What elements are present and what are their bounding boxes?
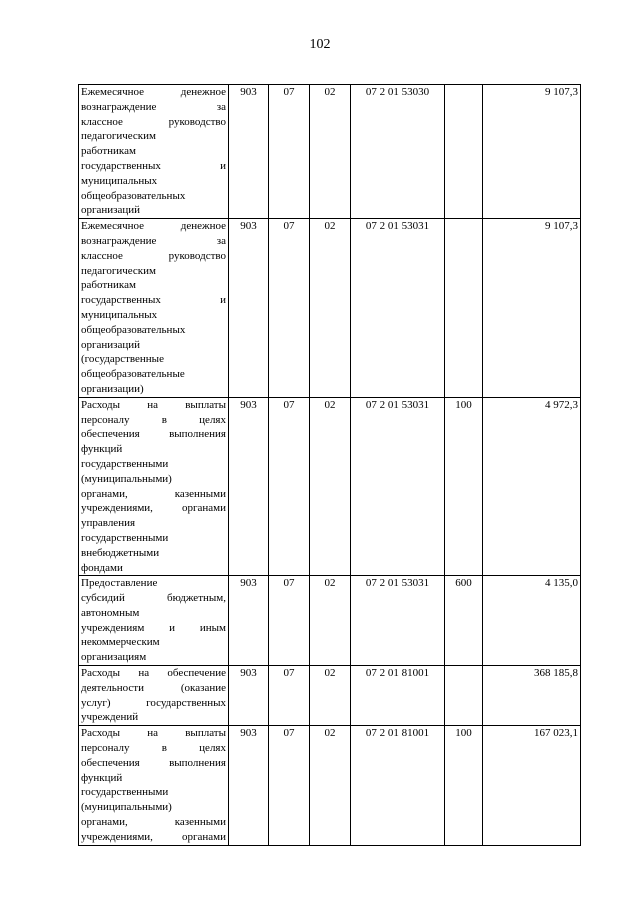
expense-name-line: Расходы на выплаты xyxy=(81,398,226,411)
expense-name-line: (муниципальными) xyxy=(81,472,172,485)
expense-name-line: муниципальных xyxy=(81,174,158,187)
expense-name-cell xyxy=(79,219,229,398)
admin-code-cell: 903 xyxy=(229,85,269,219)
table-row xyxy=(79,666,581,726)
expense-name-line: услуг) государственных xyxy=(81,696,226,709)
expense-name-line: функций xyxy=(81,771,123,784)
expense-name-line: Расходы на выплаты xyxy=(81,727,226,740)
subsection-code-cell: 02 xyxy=(310,219,351,398)
expense-type-cell xyxy=(445,666,483,726)
expense-name-line: функций xyxy=(81,443,123,456)
expense-name-line: муниципальных xyxy=(81,308,158,321)
amount-cell: 9 107,3 xyxy=(483,85,581,219)
admin-code-cell: 903 xyxy=(229,726,269,845)
expense-name-line: организации) xyxy=(81,382,144,395)
expense-name-line: государственных и xyxy=(81,294,226,307)
expense-name-line: работникам xyxy=(81,145,136,158)
expense-name-line: организаций xyxy=(81,204,141,217)
expense-name-line: Предоставление xyxy=(81,577,158,590)
subsection-code-cell: 02 xyxy=(310,666,351,726)
table-row xyxy=(79,85,581,219)
table-row xyxy=(79,576,581,666)
expense-type-cell: 100 xyxy=(445,726,483,845)
page-number: 102 xyxy=(309,37,331,52)
expense-name-line: общеобразовательные xyxy=(81,368,185,381)
expense-name-line: организациям xyxy=(81,651,147,664)
target-article-cell: 07 2 01 53030 xyxy=(351,85,445,219)
subsection-code-cell: 02 xyxy=(310,397,351,576)
expense-name-line: государственными xyxy=(81,531,169,544)
section-code-cell: 07 xyxy=(269,666,310,726)
expense-name-line: Ежемесячное денежное xyxy=(81,86,226,98)
expense-name-line: учреждениями, органами xyxy=(81,502,226,515)
expense-name-line: педагогическим xyxy=(81,130,157,143)
expense-name-line: педагогическим xyxy=(81,264,157,277)
expense-name-line: общеобразовательных xyxy=(81,189,186,202)
expense-name-line: обеспечения выполнения xyxy=(81,428,226,441)
expense-name-line: обеспечения выполнения xyxy=(81,756,226,769)
expense-name-line: органами, казенными xyxy=(81,816,226,829)
expense-name-line: автономным xyxy=(81,606,140,619)
expense-name-line: персоналу в целях xyxy=(81,413,226,426)
expense-name-line: классное руководство xyxy=(81,115,226,128)
admin-code-cell: 903 xyxy=(229,576,269,666)
expense-name-line: общеобразовательных xyxy=(81,323,186,336)
expense-name-line: организаций xyxy=(81,338,141,351)
expense-name-line: учреждений xyxy=(81,711,139,724)
expense-type-cell xyxy=(445,85,483,219)
expense-name-line: персоналу в целях xyxy=(81,742,226,755)
admin-code-cell: 903 xyxy=(229,397,269,576)
expense-name-line: субсидий бюджетным, xyxy=(81,592,226,605)
expense-type-cell xyxy=(445,219,483,398)
target-article-cell: 07 2 01 53031 xyxy=(351,576,445,666)
expense-name-line: вознаграждение за xyxy=(81,100,226,113)
expense-name-cell xyxy=(79,85,229,219)
amount-cell: 4 135,0 xyxy=(483,576,581,666)
admin-code-cell: 903 xyxy=(229,666,269,726)
subsection-code-cell: 02 xyxy=(310,726,351,845)
expense-name-line: (муниципальными) xyxy=(81,801,172,814)
subsection-code-cell: 02 xyxy=(310,576,351,666)
amount-cell: 167 023,1 xyxy=(483,726,581,845)
expense-name-line: управления xyxy=(81,517,136,530)
table-row xyxy=(79,397,581,576)
budget-table xyxy=(78,84,581,846)
target-article-cell: 07 2 01 81001 xyxy=(351,726,445,845)
target-article-cell: 07 2 01 53031 xyxy=(351,397,445,576)
expense-name-line: внебюджетными xyxy=(81,546,160,559)
expense-name-line: фондами xyxy=(81,561,123,574)
expense-name-line: органами, казенными xyxy=(81,487,226,500)
expense-name-line: государственными xyxy=(81,786,169,799)
expense-name-line: учреждениями, органами xyxy=(81,830,226,843)
section-code-cell: 07 xyxy=(269,219,310,398)
subsection-code-cell: 02 xyxy=(310,85,351,219)
amount-cell: 9 107,3 xyxy=(483,219,581,398)
expense-name-cell xyxy=(79,726,229,845)
expense-type-cell: 100 xyxy=(445,397,483,576)
expense-name-cell xyxy=(79,666,229,726)
expense-name-line: Расходы на обеспечение xyxy=(81,667,226,680)
target-article-cell: 07 2 01 81001 xyxy=(351,666,445,726)
expense-name-line: некоммерческим xyxy=(81,636,160,649)
expense-name-cell xyxy=(79,576,229,666)
section-code-cell: 07 xyxy=(269,726,310,845)
section-code-cell: 07 xyxy=(269,576,310,666)
table-row xyxy=(79,219,581,398)
amount-cell: 368 185,8 xyxy=(483,666,581,726)
target-article-cell: 07 2 01 53031 xyxy=(351,219,445,398)
amount-cell: 4 972,3 xyxy=(483,397,581,576)
expense-name-line: Ежемесячное денежное xyxy=(81,220,226,233)
expense-name-line: (государственные xyxy=(81,353,164,366)
section-code-cell: 07 xyxy=(269,85,310,219)
expense-name-line: деятельности (оказание xyxy=(81,681,226,694)
table-row xyxy=(79,726,581,845)
admin-code-cell: 903 xyxy=(229,219,269,398)
expense-name-cell xyxy=(79,397,229,576)
expense-name-line: работникам xyxy=(81,279,136,292)
expense-type-cell: 600 xyxy=(445,576,483,666)
expense-name-line: государственными xyxy=(81,457,169,470)
table-body xyxy=(79,85,581,846)
expense-name-line: учреждениям и иным xyxy=(81,621,226,634)
expense-name-line: государственных и xyxy=(81,159,226,172)
section-code-cell: 07 xyxy=(269,397,310,576)
expense-name-line: классное руководство xyxy=(81,249,226,262)
expense-name-line: вознаграждение за xyxy=(81,234,226,247)
